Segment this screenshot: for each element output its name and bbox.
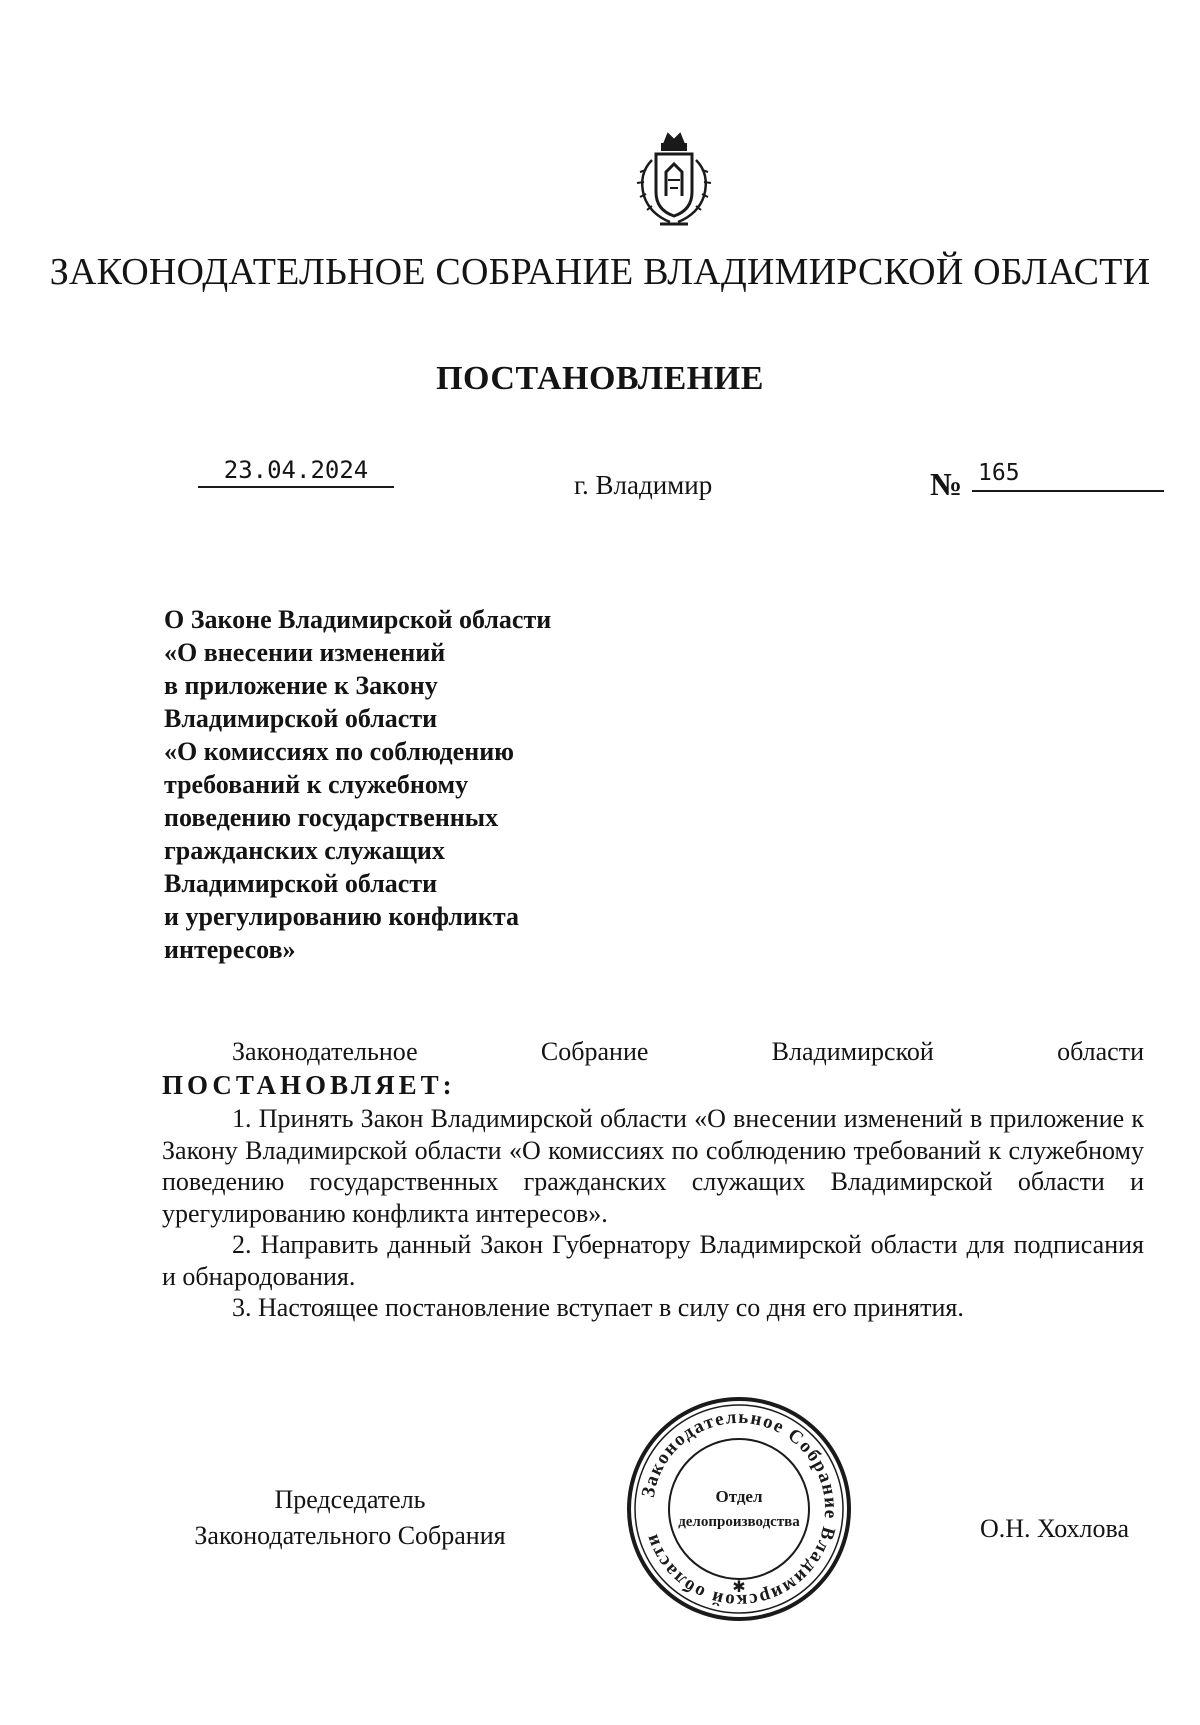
subject-line: поведению государственных bbox=[164, 803, 499, 832]
preamble-word: Собрание bbox=[540, 1037, 649, 1066]
organization-name: ЗАКОНОДАТЕЛЬНОЕ СОБРАНИЕ ВЛАДИМИРСКОЙ ОБЛАСТИ bbox=[49, 251, 1151, 293]
signer-name: О.Н. Хохлова bbox=[980, 1514, 1129, 1543]
coat-of-arms-icon bbox=[630, 130, 718, 234]
number-sign: № bbox=[930, 466, 963, 502]
stamp-center-line: делопроизводства bbox=[678, 1514, 800, 1530]
signer-title-line: Председатель bbox=[274, 1485, 426, 1514]
preamble-word: области bbox=[1057, 1037, 1144, 1066]
stamp-star: ✱ bbox=[732, 1577, 746, 1596]
document-number: 165 bbox=[972, 460, 1164, 492]
resolves-heading: ПОСТАНОВЛЯЕТ: bbox=[162, 1070, 456, 1100]
preamble bbox=[232, 1037, 1144, 1067]
official-stamp bbox=[626, 1396, 852, 1622]
preamble-word: Владимирской bbox=[771, 1037, 934, 1066]
subject-line: «О внесении изменений bbox=[164, 638, 446, 667]
resolution-item: 3. Настоящее постановление вступает в силу со дня его принятия. bbox=[232, 1293, 964, 1322]
subject-line: Владимирской области bbox=[164, 704, 438, 733]
preamble-word: Законодательное bbox=[232, 1037, 418, 1066]
subject-line: в приложение к Закону bbox=[164, 671, 438, 700]
document-city: г. Владимир bbox=[574, 470, 713, 500]
resolution-item: 2. Направить данный Закон Губернатору Владимирской области для подписания и обнародования. bbox=[162, 1230, 1144, 1291]
subject-line: «О комиссиях по соблюдению bbox=[164, 737, 515, 766]
signer-title-line: Законодательного Собрания bbox=[194, 1521, 506, 1550]
document-type: ПОСТАНОВЛЕНИЕ bbox=[436, 360, 764, 397]
resolution-item: 1. Принять Закон Владимирской области «О внесении изменений в приложение к Закону Владимирской области «О комиссиях по соблюдению требований к служебному поведению государственных гражданских служащих Владимирской области и урегулированию конфликта интересов». bbox=[162, 1104, 1144, 1228]
document-date: 23.04.2024 bbox=[198, 456, 394, 488]
subject-line: требований к служебному bbox=[164, 770, 469, 799]
resolution-items bbox=[162, 1103, 1144, 1324]
signer-title bbox=[160, 1482, 540, 1554]
subject-line: и урегулированию конфликта bbox=[164, 902, 519, 931]
stamp-ring-text: Законодательное Собрание Владимирской области bbox=[637, 1406, 842, 1612]
subject-line: Владимирской области bbox=[164, 869, 438, 898]
document-subject bbox=[164, 603, 684, 966]
subject-line: гражданских служащих bbox=[164, 836, 445, 865]
subject-line: интересов» bbox=[164, 935, 296, 964]
subject-line: О Законе Владимирской области bbox=[164, 605, 552, 634]
stamp-center-line: Отдел bbox=[715, 1487, 763, 1506]
